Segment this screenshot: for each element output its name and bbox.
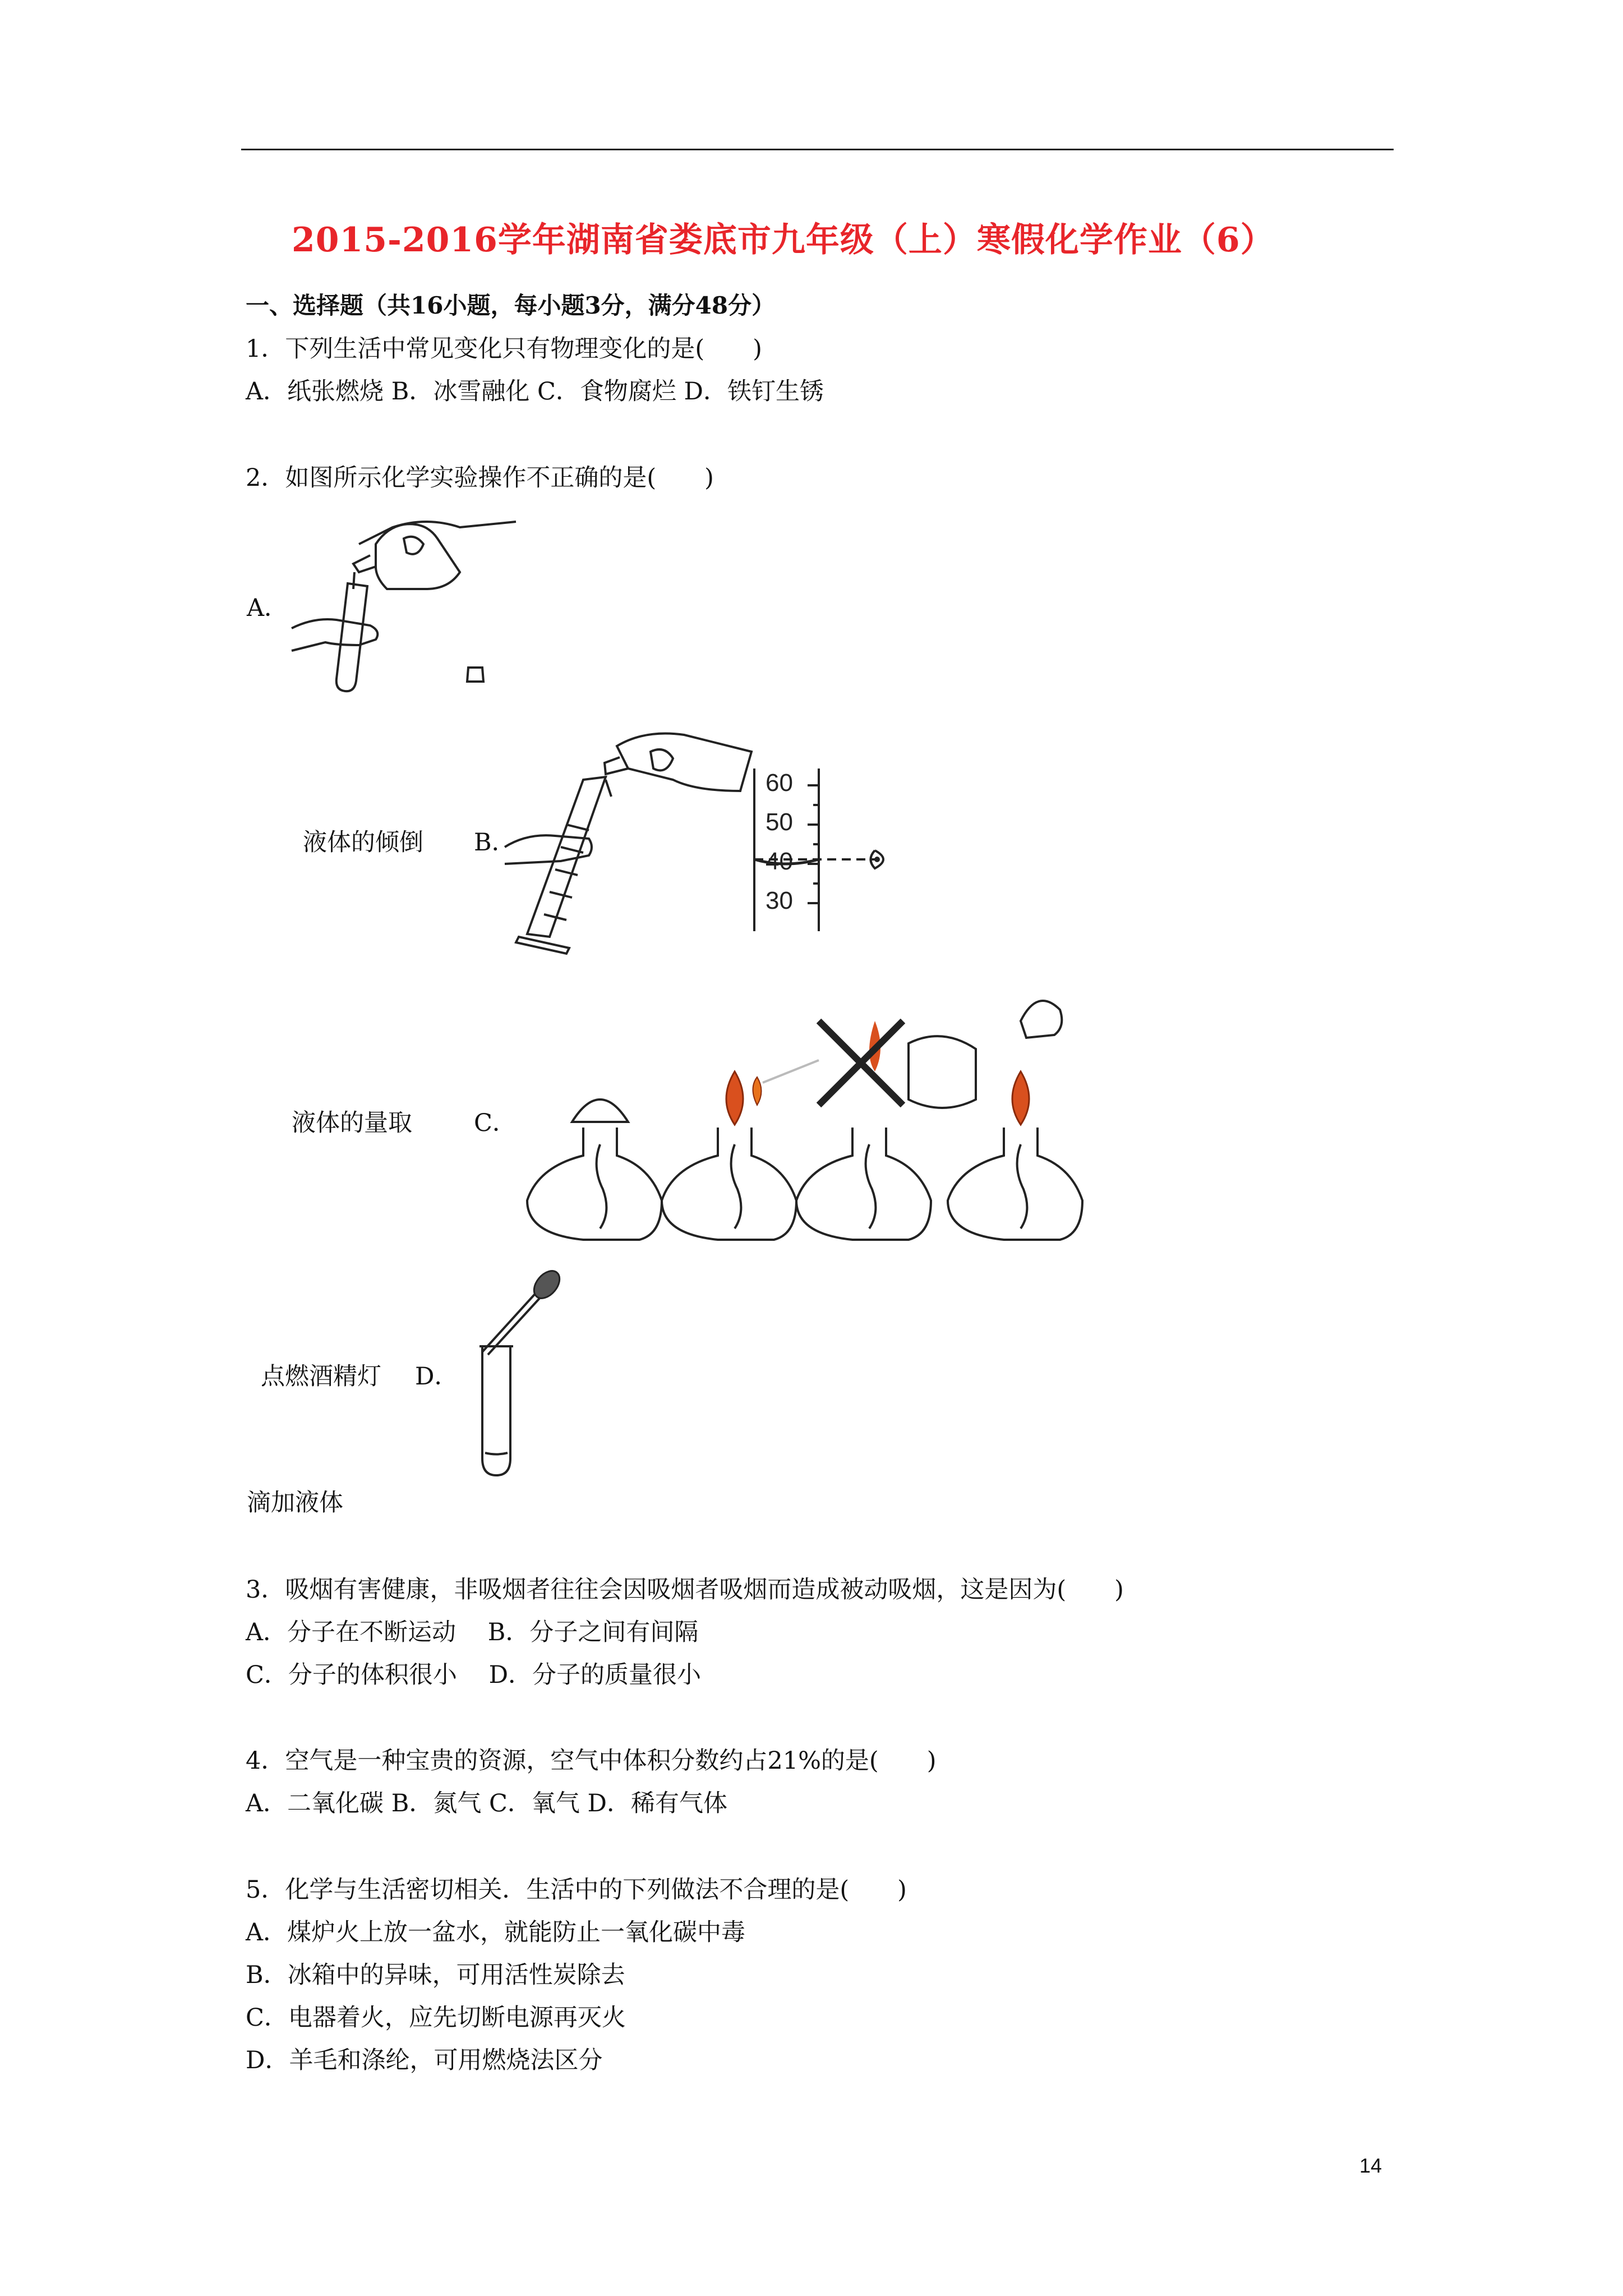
- lamp-with-cap: [527, 1099, 662, 1240]
- lamp-lit: [662, 1060, 819, 1240]
- q3-options-row1: A．分子在不断运动 B．分子之间有间隔: [246, 1618, 699, 1646]
- section-heading: 一、选择题（共16小题，每小题3分，满分48分）: [246, 292, 776, 319]
- tick-50: 50: [766, 808, 793, 836]
- q2-option-a-label: A．: [247, 594, 289, 622]
- q2-option-b-label: B．: [474, 829, 516, 857]
- q5-option-c: C．电器着火，应先切断电源再灭火: [246, 2004, 626, 2032]
- document-title: 2015-2016学年湖南省娄底市九年级（上）寒假化学作业（6）: [292, 220, 1275, 260]
- q2-stem: 2．如图所示化学实验操作不正确的是( ): [246, 464, 714, 492]
- tick-60: 60: [766, 769, 793, 797]
- q5-stem: 5．化学与生活密切相关．生活中的下列做法不合理的是( ): [246, 1876, 907, 1904]
- q2-option-d-label: D．: [415, 1363, 459, 1391]
- q5-option-a: A．煤炉火上放一盆水，就能防止一氧化碳中毒: [246, 1918, 746, 1947]
- q4-stem: 4．空气是一种宝贵的资源，空气中体积分数约占21%的是( ): [246, 1747, 937, 1775]
- tick-40: 40: [766, 848, 793, 875]
- q1-stem: 1．下列生活中常见变化只有物理变化的是( ): [246, 335, 762, 363]
- q3-stem: 3．吸烟有害健康，非吸烟者往往会因吸烟者吸烟而造成被动吸烟，这是因为( ): [246, 1576, 1124, 1604]
- dropping-liquid-figure: [460, 1268, 572, 1481]
- lamp-cap: [1021, 1001, 1062, 1038]
- q2-caption-a: 液体的倾倒: [303, 829, 423, 857]
- q3-options-row2: C．分子的体积很小 D．分子的质量很小: [246, 1661, 702, 1689]
- tick-30: 30: [766, 887, 793, 914]
- q4-options: A．二氧化碳 B．氮气 C．氧气 D．稀有气体: [246, 1789, 728, 1818]
- q2-caption-b: 液体的量取: [292, 1109, 412, 1137]
- q5-option-d: D．羊毛和涤纶，可用燃烧法区分: [246, 2046, 603, 2074]
- header-rule: [241, 149, 1394, 150]
- q2-caption-d: 滴加液体: [247, 1489, 343, 1517]
- cylinder-tick-labels: [763, 769, 830, 937]
- pouring-liquid-figure: [292, 505, 527, 707]
- q2-option-c-label: C．: [474, 1109, 517, 1137]
- q5-option-b: B．冰箱中的异味，可用活性炭除去: [246, 1961, 625, 1989]
- q1-options: A．纸张燃烧 B．冰雪融化 C．食物腐烂 D．铁钉生锈: [246, 378, 824, 406]
- alcohol-lamps-figure: [516, 987, 1110, 1268]
- page-number: 14: [1359, 2154, 1382, 2177]
- lamp-lit-2: [948, 1071, 1082, 1240]
- q2-caption-c: 点燃酒精灯: [261, 1363, 381, 1391]
